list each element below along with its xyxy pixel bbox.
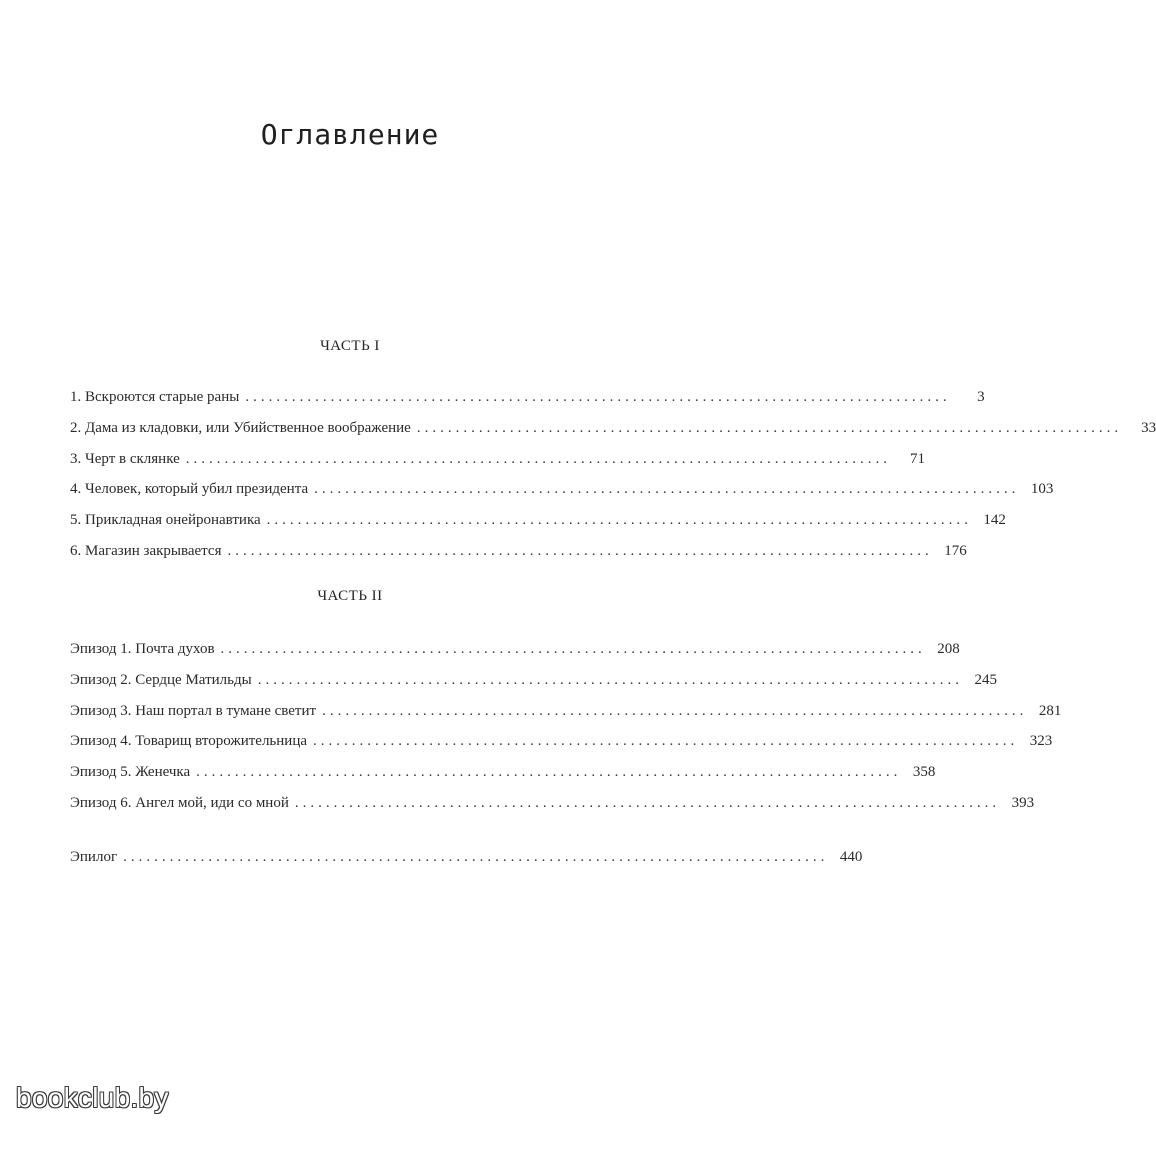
dot-leader: ........................................................................................... xyxy=(227,542,933,559)
toc-entry-page: 245 xyxy=(974,671,997,688)
toc-entry[interactable] xyxy=(70,640,960,671)
toc-entry-page: 393 xyxy=(1011,794,1035,811)
toc-entry-title: Эпизод 3. Наш портал в тумане светит xyxy=(70,702,317,719)
toc-entry-title: 5. Прикладная онейронавтика xyxy=(70,512,261,529)
dot-leader: ........................................................................................... xyxy=(185,450,892,467)
toc-entry[interactable] xyxy=(70,732,1053,763)
part-1-toc-list xyxy=(70,388,1156,573)
toc-entry-title: 3. Черт в склянке xyxy=(70,450,180,467)
toc-entry[interactable] xyxy=(70,671,997,702)
dot-leader: ........................................................................................... xyxy=(322,702,1028,719)
part-2-toc-list xyxy=(70,640,1062,825)
dot-leader: ........................................................................................... xyxy=(313,733,1019,750)
toc-entry-title: 4. Человек, который убил президента xyxy=(70,481,309,498)
toc-entry-title: Эпизод 4. Товарищ второжительница xyxy=(70,733,308,750)
page-title: Оглавление xyxy=(260,118,440,151)
dot-leader: ........................................................................................... xyxy=(294,794,1001,811)
dot-leader: ........................................................................................... xyxy=(314,481,1020,498)
toc-entry-page: 323 xyxy=(1029,733,1053,750)
toc-entry[interactable] xyxy=(70,763,936,794)
toc-entry[interactable] xyxy=(70,702,1062,733)
toc-entry-title: Эпилог xyxy=(70,849,118,865)
toc-entry-page: 208 xyxy=(937,641,960,657)
toc-entry-page: 281 xyxy=(1038,702,1062,719)
toc-entry[interactable] xyxy=(70,419,1156,450)
dot-leader: ........................................................................................... xyxy=(220,641,926,657)
toc-entry-page: 358 xyxy=(912,764,936,781)
dot-leader: ........................................................................................... xyxy=(245,389,951,405)
toc-entry-title: Эпизод 2. Сердце Матильды xyxy=(70,671,252,688)
toc-entry[interactable] xyxy=(70,388,985,419)
dot-leader: ........................................................................................... xyxy=(266,512,972,529)
toc-entry-page: 33 xyxy=(1141,419,1156,436)
dot-leader: ........................................................................................... xyxy=(257,671,963,688)
toc-entry-title: 1. Вскроются старые раны xyxy=(70,389,240,405)
toc-entry-page: 440 xyxy=(839,849,863,865)
toc-entry-epilogue[interactable] xyxy=(70,848,863,879)
toc-entry[interactable] xyxy=(70,450,926,481)
toc-entry-page: 176 xyxy=(944,542,967,559)
toc-entry[interactable] xyxy=(70,794,1035,825)
toc-entry-title: 2. Дама из кладовки, или Убийственное воображение xyxy=(70,419,411,436)
toc-entry-page: 142 xyxy=(983,512,1006,529)
toc-entry-page: 103 xyxy=(1030,481,1054,498)
toc-entry-title: Эпизод 5. Женечка xyxy=(70,764,191,781)
toc-entry-title: 6. Магазин закрывается xyxy=(70,542,222,559)
toc-entry-title: Эпизод 6. Ангел мой, иди со мной xyxy=(70,794,289,811)
toc-entry[interactable] xyxy=(70,511,1006,542)
bookclub-watermark: bookclub.by xyxy=(16,1082,169,1113)
toc-entry-page: 3 xyxy=(977,389,985,405)
dot-leader: ........................................................................................... xyxy=(416,419,1123,436)
dot-leader: ........................................................................................... xyxy=(196,764,902,781)
part-1-heading: ЧАСТЬ I xyxy=(320,338,380,354)
dot-leader: ........................................................................................... xyxy=(123,849,829,865)
epilogue-toc-list xyxy=(70,848,863,879)
toc-entry[interactable] xyxy=(70,542,967,573)
toc-entry-page: 71 xyxy=(910,450,926,467)
toc-entry-title: Эпизод 1. Почта духов xyxy=(70,641,215,657)
part-2-heading: ЧАСТЬ II xyxy=(317,588,383,604)
toc-entry[interactable] xyxy=(70,480,1054,511)
